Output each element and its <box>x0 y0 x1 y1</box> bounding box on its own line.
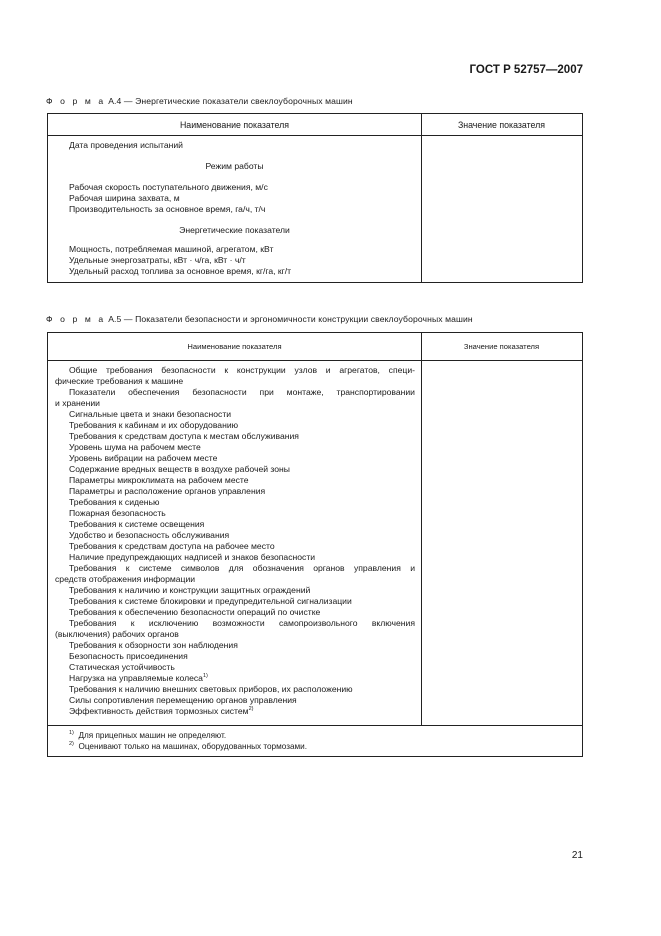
table-row: Показатели обеспечения безопасности при монтаже, транспортировании <box>69 387 415 397</box>
form-a5-column-divider <box>421 333 422 725</box>
form-a4-caption-prefix: Ф о р м а <box>46 96 106 106</box>
form-a5-col-name: Наименование показателя <box>187 342 282 351</box>
table-row: Производительность за основное время, га/ч, т/ч <box>69 204 266 214</box>
table-row <box>69 673 208 684</box>
form-a5-header-row <box>48 333 582 361</box>
footnote-mark: 2) <box>69 741 74 747</box>
table-row: Требования к системе блокировки и предупредительной сигнализации <box>69 596 352 606</box>
table-row: Требования к средствам доступа к местам обслуживания <box>69 431 299 441</box>
table-row: Требования к наличию внешних световых приборов, их расположению <box>69 684 353 694</box>
table-row: Требования к системе символов для обозначения органов управления и <box>69 563 415 573</box>
table-row: Удельные энергозатраты, кВт · ч/га, кВт · ч/т <box>69 255 246 265</box>
table-row: Уровень шума на рабочем месте <box>69 442 201 452</box>
table-row: и хранении <box>55 398 100 408</box>
footnote <box>69 730 226 741</box>
table-row: Пожарная безопасность <box>69 508 166 518</box>
table-row: Требования к сиденью <box>69 497 160 507</box>
table-row: Рабочая скорость поступательного движения, м/с <box>69 182 268 192</box>
form-a5-caption <box>46 314 473 324</box>
footnote-text: Для прицепных машин не определяют. <box>78 731 227 740</box>
table-subheading: Режим работы <box>205 161 264 171</box>
footnote-divider <box>48 725 582 726</box>
table-row: Параметры и расположение органов управления <box>69 486 266 496</box>
form-a4-header-row <box>48 114 582 136</box>
form-a5-caption-prefix: Ф о р м а <box>46 314 106 324</box>
form-a4-col-value: Значение показателя <box>457 119 546 130</box>
table-row: Требования к обеспечению безопасности операций по очистке <box>69 607 321 617</box>
form-a4-caption <box>46 96 353 106</box>
table-row: Удельный расход топлива за основное время, кг/га, кг/т <box>69 266 292 276</box>
table-subheading: Энергетические показатели <box>179 225 290 235</box>
form-a4-column-divider <box>421 114 422 282</box>
table-row: Требования к исключению возможности самопроизвольного включения <box>69 618 415 628</box>
form-a5-table <box>47 332 583 757</box>
footnote-ref: 2) <box>248 706 254 712</box>
form-a4-caption-text: А.4 — Энергетические показатели свеклоуборочных машин <box>105 96 353 106</box>
footnote <box>69 741 307 752</box>
table-row: Дата проведения испытаний <box>69 140 183 150</box>
table-row <box>69 706 253 717</box>
table-row: Уровень вибрации на рабочем месте <box>69 453 218 463</box>
standard-number: ГОСТ Р 52757—2007 <box>469 64 583 76</box>
table-row: Требования к обзорности зон наблюдения <box>69 640 238 650</box>
footnote-mark: 1) <box>69 730 74 736</box>
table-row: Параметры микроклимата на рабочем месте <box>69 475 249 485</box>
form-a5-caption-text: А.5 — Показатели безопасности и эргономичности конструкции свеклоуборочных машин <box>105 314 473 324</box>
footnote-text: Оценивают только на машинах, оборудованных тормозами. <box>78 742 307 751</box>
table-row: Содержание вредных веществ в воздухе рабочей зоны <box>69 464 290 474</box>
table-row: Наличие предупреждающих надписей и знаков безопасности <box>69 552 316 562</box>
table-row: Статическая устойчивость <box>69 662 175 672</box>
table-row: Требования к кабинам и их оборудованию <box>69 420 239 430</box>
table-row: (выключения) рабочих органов <box>55 629 179 639</box>
table-row: Сигнальные цвета и знаки безопасности <box>69 409 232 419</box>
table-row: средств отображения информации <box>55 574 196 584</box>
table-row: Силы сопротивления перемещению органов управления <box>69 695 297 705</box>
page-number: 21 <box>571 850 583 861</box>
table-row: Мощность, потребляемая машиной, агрегатом, кВт <box>69 244 274 254</box>
footnote-ref: 1) <box>202 673 208 679</box>
form-a4-table <box>47 113 583 283</box>
table-row: фические требования к машине <box>55 376 184 386</box>
table-row: Рабочая ширина захвата, м <box>69 193 180 203</box>
table-row: Удобство и безопасность обслуживания <box>69 530 230 540</box>
table-row: Требования к наличию и конструкции защитных ограждений <box>69 585 311 595</box>
table-row: Безопасность присоединения <box>69 651 188 661</box>
table-row: Общие требования безопасности к конструкции узлов и агрегатов, специ- <box>69 365 415 375</box>
table-row: Требования к системе освещения <box>69 519 205 529</box>
table-row: Требования к средствам доступа на рабочее место <box>69 541 275 551</box>
row-text: Нагрузка на управляемые колеса <box>69 673 203 683</box>
form-a4-col-name: Наименование показателя <box>179 119 290 130</box>
form-a5-col-value: Значение показателя <box>463 342 540 351</box>
row-text: Эффективность действия тормозных систем <box>69 706 249 716</box>
